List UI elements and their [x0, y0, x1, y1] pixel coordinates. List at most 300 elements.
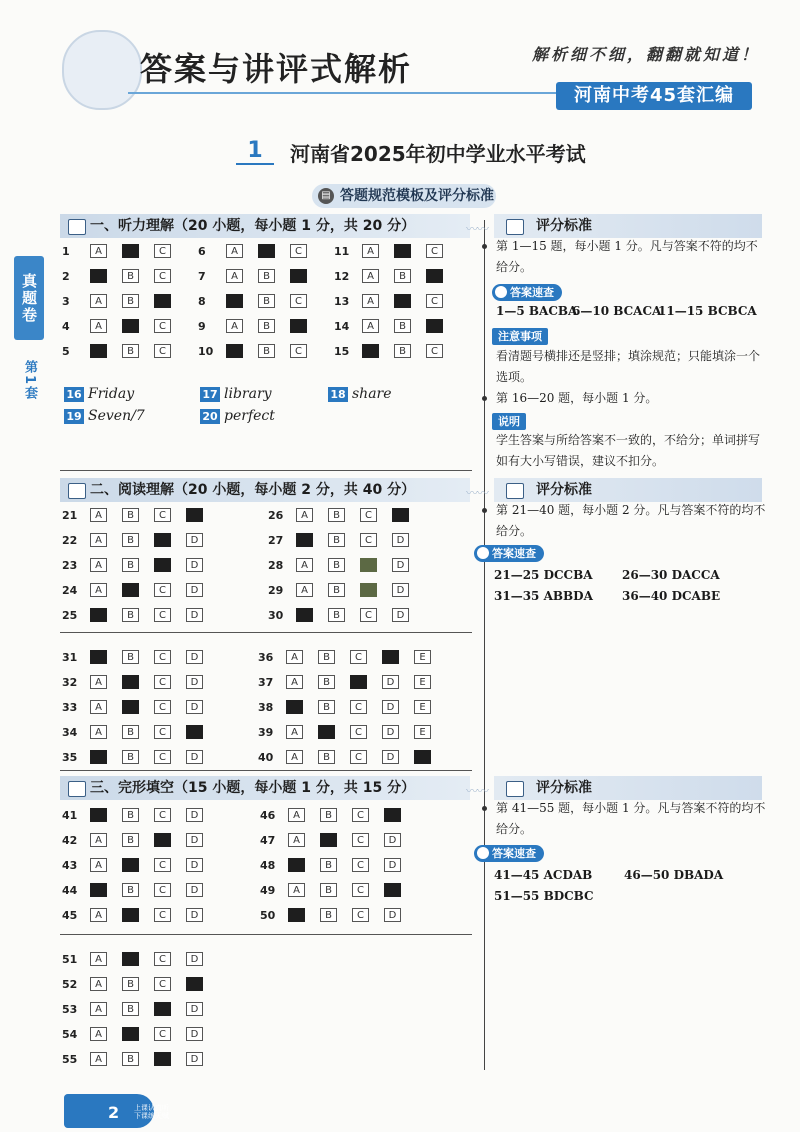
option-box-c: C: [154, 269, 171, 283]
option-box-c: C: [352, 858, 369, 872]
option-box-c: C: [154, 608, 171, 622]
header-rule: [128, 92, 558, 94]
option-box-b: B: [318, 675, 335, 689]
answer-row: [198, 292, 322, 310]
option-box-a: A: [288, 883, 305, 897]
option-box-e: E: [414, 725, 431, 739]
option-box-d: D: [186, 1002, 203, 1016]
option-box-a: [90, 883, 107, 897]
option-box-c: [426, 269, 443, 283]
question-number: 9: [198, 319, 206, 333]
question-number: 44: [62, 883, 78, 897]
arrow-dot: [482, 396, 487, 401]
answer-row: [62, 748, 218, 766]
option-box-b: [258, 244, 275, 258]
sidebar-tab: 真题卷: [14, 256, 44, 340]
question-number: 43: [62, 858, 78, 872]
option-box-a: A: [90, 244, 107, 258]
option-box-a: A: [90, 558, 107, 572]
quick-answer: 11—15 BCBCA: [658, 304, 757, 318]
option-box-b: [318, 725, 335, 739]
option-box-b: [122, 858, 139, 872]
section-head-listening: 一、听力理解（20 小题，每小题 1 分，共 20 分）: [60, 214, 470, 238]
question-number: 39: [258, 725, 274, 739]
quick-answer: 36—40 DCABE: [622, 589, 721, 603]
grading-head-1: 评分标准: [494, 214, 762, 238]
section-head-cloze: 三、完形填空（15 小题，每小题 1 分，共 15 分）: [60, 776, 470, 800]
option-box-c: C: [360, 533, 377, 547]
option-box-c: [290, 319, 307, 333]
option-box-c: C: [154, 650, 171, 664]
option-box-a: A: [288, 808, 305, 822]
option-box-b: B: [122, 1052, 139, 1066]
option-box-a: A: [288, 833, 305, 847]
option-box-a: [288, 908, 305, 922]
option-box-c: C: [290, 294, 307, 308]
option-box-d: D: [186, 750, 203, 764]
answer-row: [334, 267, 458, 285]
grading-icon: [506, 219, 524, 235]
page-number: 2: [108, 1103, 120, 1122]
blank-number: 19: [64, 409, 84, 424]
option-box-a: A: [362, 294, 379, 308]
option-box-b: B: [328, 583, 345, 597]
option-box-d: [384, 808, 401, 822]
option-box-d: D: [384, 833, 401, 847]
option-box-b: B: [394, 344, 411, 358]
note-text: 看清题号横排还是竖排；填涂规范；只能填涂一个选项。: [496, 349, 761, 384]
blank-number: 20: [200, 409, 220, 424]
option-box-d: D: [186, 650, 203, 664]
option-box-a: A: [90, 952, 107, 966]
template-label: 答题规范模板及评分标准: [312, 184, 496, 208]
option-box-d: D: [392, 533, 409, 547]
option-box-a: [226, 344, 243, 358]
question-number: 8: [198, 294, 206, 308]
option-box-c: C: [154, 952, 171, 966]
option-box-c: C: [154, 244, 171, 258]
blank-answer: perfect: [224, 408, 275, 424]
option-box-d: [382, 650, 399, 664]
option-box-e: E: [414, 700, 431, 714]
option-box-b: B: [122, 558, 139, 572]
question-number: 28: [268, 558, 284, 572]
option-box-b: B: [258, 294, 275, 308]
blank-number: 17: [200, 387, 220, 402]
question-number: 53: [62, 1002, 78, 1016]
option-box-c: [154, 533, 171, 547]
option-box-b: B: [122, 977, 139, 991]
answer-row: [198, 242, 322, 260]
option-box-b: B: [320, 858, 337, 872]
fill-blank: [64, 386, 134, 402]
option-box-d: D: [186, 908, 203, 922]
option-box-b: B: [122, 725, 139, 739]
option-box-a: A: [90, 700, 107, 714]
option-box-b: B: [318, 650, 335, 664]
option-box-e: E: [414, 650, 431, 664]
arrow-dot: [482, 508, 487, 513]
quick-answer: 6—10 BCACA: [572, 304, 662, 318]
option-box-b: B: [122, 533, 139, 547]
option-box-b: B: [122, 269, 139, 283]
option-box-c: C: [154, 344, 171, 358]
explain-label: 说明: [492, 413, 526, 430]
answer-row: [198, 342, 322, 360]
question-number: 21: [62, 508, 78, 522]
option-box-d: D: [186, 558, 203, 572]
option-box-c: C: [154, 675, 171, 689]
option-box-c: [154, 833, 171, 847]
option-box-b: [122, 319, 139, 333]
option-box-d: D: [186, 883, 203, 897]
question-number: 42: [62, 833, 78, 847]
question-number: 36: [258, 650, 274, 664]
option-box-b: [394, 244, 411, 258]
answer-row: [268, 606, 424, 624]
question-number: 15: [334, 344, 350, 358]
option-box-c: C: [352, 883, 369, 897]
grading-head-3: 评分标准: [494, 776, 762, 800]
option-box-e: [414, 750, 431, 764]
grading-icon: [506, 781, 524, 797]
option-box-a: A: [90, 725, 107, 739]
grading-head-2: 评分标准: [494, 478, 762, 502]
option-box-a: A: [296, 583, 313, 597]
quick-answer: 51—55 BDCBC: [494, 889, 594, 903]
answer-row: [62, 292, 186, 310]
option-box-a: [288, 858, 305, 872]
option-box-d: D: [382, 675, 399, 689]
grading-rule-2: 第 21—40 题，每小题 2 分。凡与答案不符的均不给分。: [496, 503, 766, 538]
option-box-c: C: [352, 833, 369, 847]
option-box-a: A: [286, 725, 303, 739]
quick-label-1: 答案速查: [492, 284, 562, 301]
answer-row: [258, 673, 446, 691]
option-box-b: B: [320, 808, 337, 822]
question-number: 4: [62, 319, 70, 333]
option-box-c: C: [154, 700, 171, 714]
fill-blank: [200, 386, 272, 402]
question-number: 48: [260, 858, 276, 872]
option-box-a: A: [286, 650, 303, 664]
grading-rule-3: 第 41—55 题，每小题 1 分。凡与答案不符的均不给分。: [496, 801, 766, 836]
answer-row: [62, 648, 218, 666]
option-box-c: C: [154, 583, 171, 597]
header-slogan: 解析细不细，翻翻就知道！: [531, 45, 760, 64]
blank-answer: share: [352, 386, 392, 402]
option-box-a: A: [90, 583, 107, 597]
answer-row: [62, 531, 218, 549]
question-number: 10: [198, 344, 214, 358]
option-box-a: [362, 344, 379, 358]
option-box-a: A: [362, 244, 379, 258]
option-box-b: B: [328, 508, 345, 522]
option-box-a: A: [90, 508, 107, 522]
question-number: 23: [62, 558, 78, 572]
answer-row: [334, 292, 458, 310]
grading-icon: [506, 483, 524, 499]
option-box-d: D: [186, 608, 203, 622]
option-box-d: D: [186, 952, 203, 966]
option-box-d: D: [384, 908, 401, 922]
option-box-d: D: [186, 833, 203, 847]
question-number: 54: [62, 1027, 78, 1041]
question-number: 3: [62, 294, 70, 308]
option-box-c: C: [154, 883, 171, 897]
option-box-a: A: [90, 858, 107, 872]
option-box-b: B: [328, 608, 345, 622]
option-box-c: C: [154, 808, 171, 822]
option-box-a: [90, 344, 107, 358]
column-divider: [484, 220, 485, 1070]
fill-blank: [200, 408, 275, 424]
option-box-c: C: [426, 344, 443, 358]
option-box-a: A: [296, 558, 313, 572]
question-number: 22: [62, 533, 78, 547]
answer-row: [334, 342, 458, 360]
option-box-a: A: [296, 508, 313, 522]
quick-answer: 21—25 DCCBA: [494, 568, 593, 582]
option-box-d: [392, 508, 409, 522]
question-number: 33: [62, 700, 78, 714]
quick-answer: 31—35 ABBDA: [494, 589, 593, 603]
answer-row: [258, 723, 446, 741]
option-box-c: C: [154, 908, 171, 922]
option-box-c: [350, 675, 367, 689]
option-box-a: [296, 533, 313, 547]
edit-icon: [68, 219, 86, 235]
question-number: 34: [62, 725, 78, 739]
question-number: 47: [260, 833, 276, 847]
question-number: 29: [268, 583, 284, 597]
option-box-d: D: [186, 583, 203, 597]
question-number: 24: [62, 583, 78, 597]
option-box-b: B: [258, 269, 275, 283]
answer-row: [62, 556, 218, 574]
option-box-b: B: [122, 344, 139, 358]
grading-rule-1: 第 1—15 题，每小题 1 分。凡与答案不符的均不给分。: [496, 239, 758, 274]
option-box-c: C: [154, 1027, 171, 1041]
question-number: 38: [258, 700, 274, 714]
option-box-b: B: [122, 650, 139, 664]
question-number: 32: [62, 675, 78, 689]
fill-blank: [328, 386, 392, 402]
option-box-d: [186, 977, 203, 991]
question-number: 7: [198, 269, 206, 283]
option-box-c: C: [360, 508, 377, 522]
question-number: 25: [62, 608, 78, 622]
option-box-c: C: [426, 294, 443, 308]
question-number: 49: [260, 883, 276, 897]
question-number: 41: [62, 808, 78, 822]
option-box-b: B: [328, 533, 345, 547]
option-box-c: C: [154, 319, 171, 333]
answer-row: [62, 342, 186, 360]
option-box-d: D: [186, 1027, 203, 1041]
option-box-b: B: [122, 833, 139, 847]
option-box-c: C: [352, 808, 369, 822]
section-rule: [60, 934, 472, 935]
question-number: 13: [334, 294, 350, 308]
wave-divider: 〰〰: [466, 222, 489, 236]
question-number: 51: [62, 952, 78, 966]
answer-row: [62, 606, 218, 624]
option-box-c: C: [154, 508, 171, 522]
answer-row: [334, 242, 458, 260]
option-box-b: B: [318, 700, 335, 714]
option-box-a: A: [90, 533, 107, 547]
option-box-d: D: [186, 858, 203, 872]
arrow-dot: [482, 244, 487, 249]
option-box-a: [90, 608, 107, 622]
option-box-a: A: [286, 750, 303, 764]
option-box-a: [90, 808, 107, 822]
answer-row: [62, 581, 218, 599]
option-box-a: [90, 750, 107, 764]
option-box-b: B: [328, 558, 345, 572]
explain-text: 学生答案与所给答案不一致的，不给分；单词拼写如有大小写错误，建议不扣分。: [496, 433, 761, 468]
option-box-a: [286, 700, 303, 714]
answer-row: [260, 856, 416, 874]
option-box-c: [360, 558, 377, 572]
document-icon: ▤: [318, 188, 334, 204]
blank-answer: library: [224, 386, 272, 402]
option-box-c: C: [154, 725, 171, 739]
answer-row: [258, 748, 446, 766]
option-box-b: B: [122, 808, 139, 822]
option-box-a: [296, 608, 313, 622]
option-box-b: [122, 952, 139, 966]
option-box-c: [154, 1002, 171, 1016]
answer-row: [62, 1000, 218, 1018]
option-box-d: D: [384, 858, 401, 872]
option-box-a: [90, 650, 107, 664]
option-box-a: A: [226, 319, 243, 333]
answer-row: [258, 698, 446, 716]
option-box-c: C: [360, 608, 377, 622]
answer-row: [260, 881, 416, 899]
blank-number: 18: [328, 387, 348, 402]
option-box-d: [384, 883, 401, 897]
question-number: 46: [260, 808, 276, 822]
answer-row: [260, 906, 416, 924]
option-box-a: A: [90, 1002, 107, 1016]
answer-row: [62, 242, 186, 260]
option-box-c: [154, 294, 171, 308]
option-box-b: B: [122, 508, 139, 522]
answer-row: [198, 267, 322, 285]
answer-row: [62, 906, 218, 924]
option-box-b: [394, 294, 411, 308]
option-box-b: [122, 675, 139, 689]
section-rule: [60, 470, 472, 471]
section-rule: [60, 770, 472, 771]
option-box-b: B: [122, 294, 139, 308]
option-box-b: B: [394, 319, 411, 333]
answer-row: [62, 698, 218, 716]
answer-row: [62, 317, 186, 335]
option-box-c: C: [154, 858, 171, 872]
option-box-a: A: [90, 833, 107, 847]
answer-row: [268, 556, 424, 574]
option-box-b: B: [258, 344, 275, 358]
answer-row: [62, 975, 218, 993]
arrow-dot: [482, 806, 487, 811]
answer-row: [62, 856, 218, 874]
edit-icon: [68, 781, 86, 797]
exam-title: 河南省2025年初中学业水平考试: [290, 142, 586, 166]
answer-row: [62, 1050, 218, 1068]
option-box-c: C: [154, 750, 171, 764]
option-box-d: D: [186, 533, 203, 547]
option-box-b: [122, 908, 139, 922]
option-box-d: D: [392, 558, 409, 572]
option-box-d: D: [382, 750, 399, 764]
option-box-c: C: [290, 244, 307, 258]
option-box-b: [122, 583, 139, 597]
option-box-b: [122, 1027, 139, 1041]
answer-row: [268, 581, 424, 599]
option-box-c: C: [154, 977, 171, 991]
question-number: 6: [198, 244, 206, 258]
option-box-b: [122, 244, 139, 258]
question-number: 11: [334, 244, 350, 258]
quick-label-2: 答案速查: [474, 545, 544, 562]
option-box-a: A: [226, 244, 243, 258]
option-box-c: [154, 558, 171, 572]
option-box-b: B: [394, 269, 411, 283]
question-number: 52: [62, 977, 78, 991]
option-box-d: D: [186, 808, 203, 822]
option-box-d: D: [186, 675, 203, 689]
question-number: 27: [268, 533, 284, 547]
question-number: 40: [258, 750, 274, 764]
quick-answer: 46—50 DBADA: [624, 868, 724, 882]
quick-answer: 1—5 BACBA: [496, 304, 578, 318]
option-box-e: E: [414, 675, 431, 689]
question-number: 30: [268, 608, 284, 622]
option-box-a: A: [286, 675, 303, 689]
section-rule: [60, 632, 472, 633]
edit-icon: [68, 483, 86, 499]
option-box-b: B: [258, 319, 275, 333]
answer-row: [260, 831, 416, 849]
footer-motto-line: 上课认真听: [134, 1104, 169, 1112]
option-box-c: C: [350, 725, 367, 739]
option-box-c: [154, 1052, 171, 1066]
option-box-b: [122, 700, 139, 714]
option-box-b: B: [122, 1002, 139, 1016]
mascot-logo: [62, 30, 142, 110]
option-box-b: B: [320, 883, 337, 897]
option-box-b: B: [122, 608, 139, 622]
page-header-title: 答案与讲评式解析: [140, 50, 413, 88]
option-box-b: B: [320, 908, 337, 922]
answer-row: [260, 806, 416, 824]
option-box-a: A: [362, 269, 379, 283]
wave-divider: 〰〰: [466, 784, 489, 798]
option-box-a: A: [90, 977, 107, 991]
question-number: 12: [334, 269, 350, 283]
option-box-c: C: [350, 650, 367, 664]
option-box-a: [90, 269, 107, 283]
quick-answer: 26—30 DACCA: [622, 568, 720, 582]
question-number: 45: [62, 908, 78, 922]
sidebar-set: 第1套: [22, 360, 37, 402]
blank-answer: Seven/7: [88, 408, 145, 424]
option-box-c: C: [350, 750, 367, 764]
